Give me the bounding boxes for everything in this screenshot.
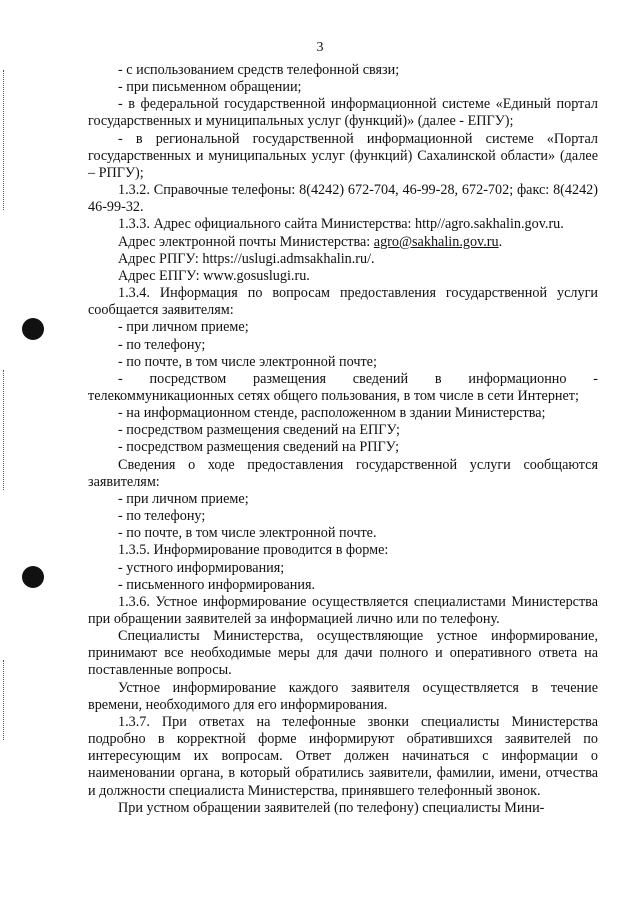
- paragraph: - письменного информирования.: [118, 576, 316, 593]
- paragraph: - при личном приеме;: [118, 319, 249, 336]
- paragraph: - на информационном стенде, расположенном в здании Министерства;: [118, 405, 546, 422]
- paragraph: - по почте, в том числе электронной почте;: [118, 353, 377, 370]
- paragraph: - по телефону;: [118, 508, 206, 525]
- document-body: [88, 62, 598, 817]
- page-number: 3: [316, 40, 324, 55]
- paragraph: - при письменном обращении;: [118, 79, 302, 96]
- paragraph: - посредством размещения сведений на ЕПГУ;: [118, 422, 400, 439]
- paragraph: 1.3.2. Справочные телефоны: 8(4242) 672-704, 46-99-28, 672-702; факс: 8(4242) 46-99-32.: [88, 182, 598, 216]
- paragraph: - посредством размещения сведений на РПГУ;: [118, 439, 400, 456]
- margin-scan-marks: [3, 660, 18, 740]
- email-label: Адрес электронной почты Министерства:: [118, 233, 374, 250]
- paragraph: 1.3.6. Устное информирование осуществляется специалистами Министерства при обращении заявителей за информацией лично или по телефону.: [88, 593, 598, 627]
- punch-hole: [22, 566, 44, 588]
- punch-hole: [22, 318, 44, 340]
- email-link[interactable]: agro@sakhalin.gov.ru: [373, 233, 499, 250]
- paragraph: Адрес ЕПГУ: www.gosuslugi.ru.: [118, 267, 310, 284]
- email-suffix: .: [498, 233, 503, 250]
- paragraph: - при личном приеме;: [118, 490, 249, 507]
- paragraph: - в федеральной государственной информационной системе «Единый портал государственных и муниципальных услуг (функций)» (далее - ЕПГУ);: [88, 96, 598, 130]
- margin-scan-marks: [3, 70, 18, 210]
- paragraph: Устное информирование каждого заявителя осуществляется в течение времени, необходимого для его информирования.: [88, 679, 598, 713]
- paragraph: - в региональной государственной информационной системе «Портал государственных и муниципальных услуг (функций) Сахалинской области» (далее – РПГУ);: [88, 130, 598, 181]
- paragraph: - с использованием средств телефонной связи;: [118, 62, 400, 78]
- margin-scan-marks: [3, 370, 18, 490]
- paragraph: Специалисты Министерства, осуществляющие устное информирование, принимают все необходимые меры для дачи полного и оперативного ответа на поставленные вопросы.: [88, 628, 598, 679]
- paragraph: 1.3.7. При ответах на телефонные звонки специалисты Министерства подробно в корректной форме информируют обратившихся заявителей по интересующим их вопросам. Ответ должен начинаться с информации о наименовании органа, в который обратились заявители, фамилии, имени, отчества и должности специалиста Министерства, принявшего телефонный звонок.: [88, 713, 598, 799]
- paragraph: - устного информирования;: [118, 559, 285, 576]
- paragraph: При устном обращении заявителей (по телефону) специалисты Мини-: [118, 799, 545, 816]
- paragraph: - по телефону;: [118, 336, 206, 353]
- paragraph: 1.3.4. Информация по вопросам предоставления государственной услуги сообщается заявителям:: [88, 285, 598, 319]
- paragraph: - по почте, в том числе электронной почте.: [118, 525, 377, 542]
- paragraph: Сведения о ходе предоставления государственной услуги сообщаются заявителям:: [88, 456, 598, 490]
- paragraph: 1.3.5. Информирование проводится в форме:: [118, 542, 389, 559]
- paragraph: Адрес РПГУ: https://uslugi.admsakhalin.ru/.: [118, 250, 375, 267]
- paragraph: 1.3.3. Адрес официального сайта Министерства: http//agro.sakhalin.gov.ru.: [118, 216, 564, 233]
- email-paragraph: [88, 234, 598, 251]
- paragraph: - посредством размещения сведений в информационно - телекоммуникационных сетях общего пользования, в том числе в сети Интернет;: [88, 370, 598, 404]
